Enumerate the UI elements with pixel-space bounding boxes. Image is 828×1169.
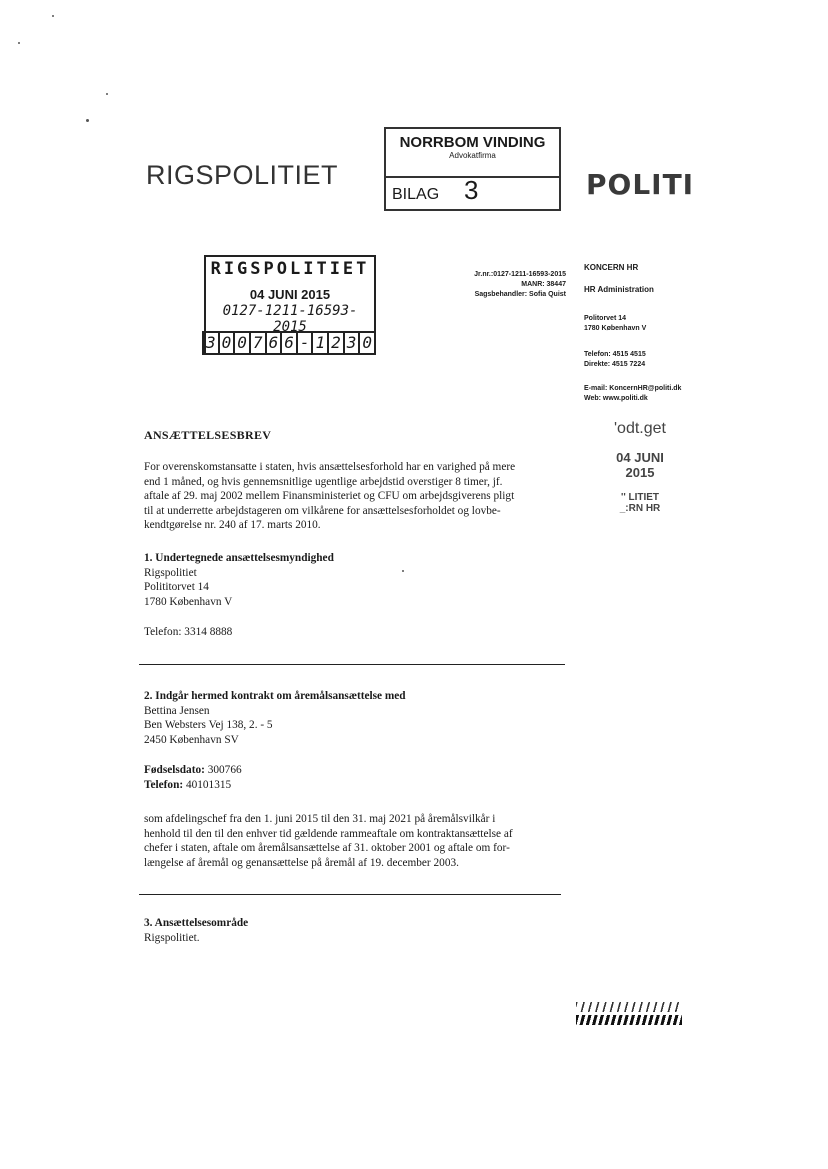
received-stamp-journal: 0127-1211-16593-2015 bbox=[222, 303, 358, 335]
intro-line: kendtgørelse nr. 240 af 17. marts 2010. bbox=[144, 519, 321, 531]
law-firm-type: Advokatfirma bbox=[449, 151, 496, 160]
rigspolitiet-wordmark: RIGSPOLITIET bbox=[146, 160, 339, 190]
section-heading: 3. Ansættelsesområde bbox=[144, 917, 249, 929]
case-reference bbox=[440, 270, 566, 300]
case-handler: Sagsbehandler: Sofia Quist bbox=[474, 291, 566, 298]
stamp-digit: 0 bbox=[233, 331, 251, 355]
intro-line: til at underrette arbejdstageren om vilkårene for ansættelsesforholdet og lovbe- bbox=[144, 504, 501, 517]
divider bbox=[139, 664, 565, 665]
faded-stamp-text: 'odt.get bbox=[614, 420, 666, 437]
scan-speck bbox=[106, 93, 108, 95]
law-firm-name: NORRBOM VINDING bbox=[399, 134, 546, 151]
stamp-digit: - bbox=[296, 331, 314, 355]
employee-phone-row bbox=[144, 778, 564, 793]
employee-details bbox=[144, 763, 564, 792]
sender-web: Web: www.politi.dk bbox=[584, 394, 648, 402]
received-stamp-date: 04 JUNI 2015 bbox=[249, 287, 331, 302]
faded-stamp-line: _:RN HR bbox=[619, 503, 661, 514]
stamp-digit: 0 bbox=[358, 331, 376, 355]
politi-logo: POLITI bbox=[586, 168, 695, 201]
stamp-digit: 2 bbox=[327, 331, 345, 355]
exhibit-stamp bbox=[384, 127, 561, 211]
employee-name: Bettina Jensen bbox=[144, 704, 210, 717]
scan-speck bbox=[18, 42, 20, 44]
employer-city: 1780 København V bbox=[144, 595, 233, 608]
stamp-digit: 3 bbox=[343, 331, 361, 355]
employer-name: Rigspolitiet bbox=[144, 566, 197, 579]
employee-city: 2450 København SV bbox=[144, 733, 239, 746]
birth-date-value: 300766 bbox=[207, 764, 242, 776]
sender-department: HR Administration bbox=[584, 285, 654, 294]
stamp-digit: 6 bbox=[280, 331, 298, 355]
faded-stamp-date: 04 JUNI 2015 bbox=[616, 450, 664, 480]
intro-paragraph bbox=[144, 460, 564, 533]
journal-number: Jr.nr.:0127-1211-16593-2015 bbox=[474, 271, 566, 278]
sender-email: E-mail: KoncernHR@politi.dk bbox=[584, 385, 682, 392]
sender-phones bbox=[584, 350, 724, 369]
birth-date-row bbox=[144, 763, 564, 778]
initials-barcode-mark bbox=[576, 1002, 682, 1026]
employment-terms bbox=[144, 812, 564, 870]
stamp-digit: 3 bbox=[202, 331, 220, 355]
employee-street: Ben Websters Vej 138, 2. - 5 bbox=[144, 719, 273, 731]
sender-contact bbox=[584, 384, 724, 403]
employer-street: Polititorvet 14 bbox=[144, 581, 209, 593]
stamp-digit: 6 bbox=[265, 331, 283, 355]
sender-city: 1780 København V bbox=[584, 324, 647, 332]
sender-street: Politorvet 14 bbox=[584, 315, 627, 322]
section-scope bbox=[144, 916, 564, 945]
terms-line: henhold til den til den enhver tid gældende rammeaftale om kontraktansættelse af bbox=[144, 827, 513, 840]
received-stamp-title: RIGSPOLITIET bbox=[210, 259, 370, 279]
birth-date-label: Fødselsdato: bbox=[144, 764, 205, 776]
exhibit-label: BILAG bbox=[392, 186, 440, 203]
employee-phone-value: 40101315 bbox=[185, 778, 232, 791]
faded-stamp-unit bbox=[600, 492, 680, 514]
faded-stamp-line: '' LITIET bbox=[620, 492, 660, 503]
exhibit-number: 3 bbox=[464, 175, 479, 205]
employee-phone-label: Telefon: bbox=[144, 778, 184, 791]
received-stamp bbox=[204, 255, 376, 355]
section-heading: 1. Undertegnede ansættelsesmyndighed bbox=[144, 552, 334, 564]
intro-line: end 1 måned, og hvis gennemsnitlige ugentlige arbejdstid overstiger 8 timer, jf. bbox=[144, 475, 503, 488]
employer-phone: Telefon: 3314 8888 bbox=[144, 626, 233, 638]
terms-line: længelse af åremål og genansættelse på åremål af 19. december 2003. bbox=[144, 856, 459, 869]
sender-direct: Direkte: 4515 7224 bbox=[584, 360, 646, 368]
divider bbox=[139, 894, 561, 895]
sender-unit: KONCERN HR bbox=[584, 263, 639, 272]
faded-receipt-stamp bbox=[600, 420, 680, 514]
intro-line: aftale af 29. maj 2002 mellem Finansministeriet og CFU om arbejdsgiverens pligt bbox=[144, 490, 515, 502]
manr-number: MANR: 38447 bbox=[521, 281, 566, 288]
stamp-digit: 1 bbox=[311, 331, 329, 355]
sender-address bbox=[584, 314, 724, 333]
terms-line: som afdelingschef fra den 1. juni 2015 til den 31. maj 2021 på åremålsvilkår i bbox=[144, 813, 496, 825]
received-stamp-digits bbox=[204, 331, 376, 355]
stamp-digit: 7 bbox=[249, 331, 267, 355]
stamp-digit: 0 bbox=[218, 331, 236, 355]
scan-speck bbox=[52, 15, 54, 17]
scope-body: Rigspolitiet. bbox=[144, 931, 200, 944]
section-heading: 2. Indgår hermed kontrakt om åremålsansættelse med bbox=[144, 690, 406, 702]
letter-title: ANSÆTTELSESBREV bbox=[144, 428, 272, 442]
section-employee bbox=[144, 689, 564, 747]
section-employer bbox=[144, 551, 564, 609]
sender-phone: Telefon: 4515 4515 bbox=[584, 351, 646, 358]
scan-speck bbox=[86, 119, 89, 122]
terms-line: chefer i staten, aftale om åremålsansættelse af 31. oktober 2001 og aftale om for- bbox=[144, 842, 510, 854]
intro-line: For overenskomstansatte i staten, hvis ansættelsesforhold har en varighed på mere bbox=[144, 461, 516, 473]
exhibit-stamp-header bbox=[386, 134, 559, 178]
